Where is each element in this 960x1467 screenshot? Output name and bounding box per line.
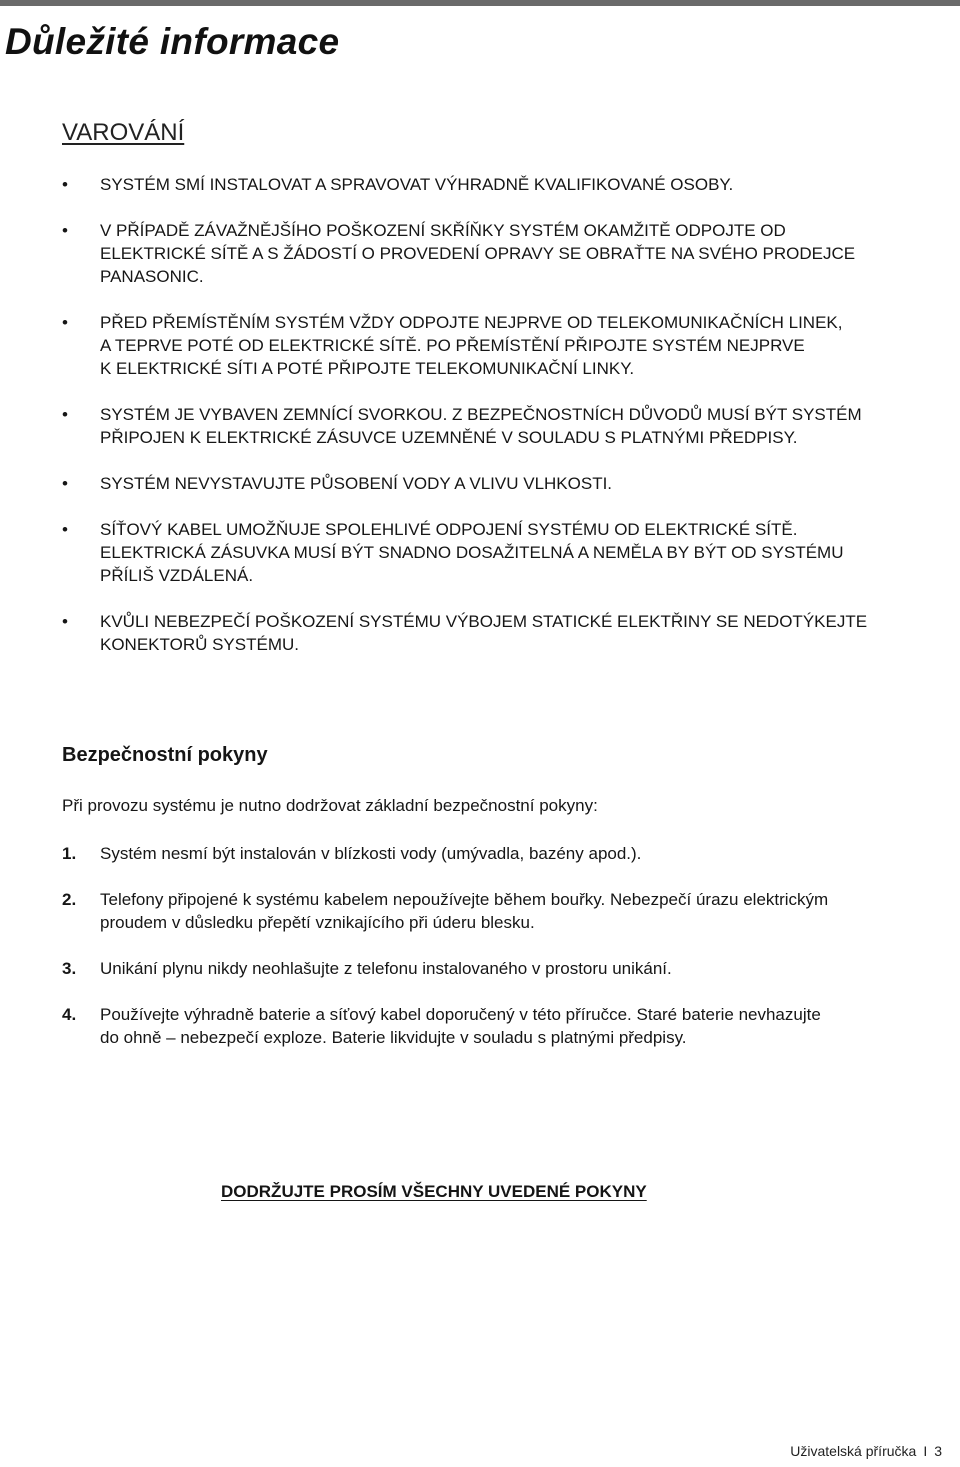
warning-item-line: SYSTÉM NEVYSTAVUJTE PŮSOBENÍ VODY A VLIVU VLHKOSTI. <box>100 474 613 493</box>
warning-item <box>62 518 942 587</box>
safety-item-number: 1. <box>62 844 77 863</box>
warning-heading: VAROVÁNÍ <box>62 119 185 146</box>
safety-item <box>62 888 942 934</box>
bullet-icon: • <box>62 313 68 332</box>
warning-item-line: KVŮLI NEBEZPEČÍ POŠKOZENÍ SYSTÉMU VÝBOJEM STATICKÉ ELEKTŘINY SE NEDOTÝKEJTE <box>100 612 868 631</box>
bullet-icon: • <box>62 612 68 631</box>
safety-item <box>62 842 942 865</box>
warning-item <box>62 311 942 380</box>
safety-item-line: Systém nesmí být instalován v blízkosti vody (umývadla, bazény apod.). <box>100 844 642 863</box>
bullet-icon: • <box>62 474 68 493</box>
page-title: Důležité informace <box>5 21 340 62</box>
safety-list <box>62 842 942 1072</box>
safety-item-line: Používejte výhradně baterie a síťový kabel doporučený v této příručce. Staré baterie nevhazujte <box>100 1005 821 1024</box>
page-footer <box>790 1443 942 1459</box>
footer-separator: I <box>923 1443 928 1459</box>
bullet-icon: • <box>62 405 68 424</box>
warning-item-line: KONEKTORŮ SYSTÉMU. <box>100 635 299 654</box>
warning-item-line: PŘIPOJEN K ELEKTRICKÉ ZÁSUVCE UZEMNĚNÉ V SOULADU S PLATNÝMI PŘEDPISY. <box>100 428 798 447</box>
warning-item-line: PANASONIC. <box>100 267 204 286</box>
top-rule <box>0 0 960 6</box>
warning-item <box>62 173 942 196</box>
warning-item <box>62 403 942 449</box>
warning-item-line: SYSTÉM JE VYBAVEN ZEMNÍCÍ SVORKOU. Z BEZPEČNOSTNÍCH DŮVODŮ MUSÍ BÝT SYSTÉM <box>100 405 862 424</box>
bullet-icon: • <box>62 520 68 539</box>
safety-heading: Bezpečnostní pokyny <box>62 744 268 766</box>
safety-item-number: 2. <box>62 890 77 909</box>
safety-item-number: 3. <box>62 959 77 978</box>
warning-item <box>62 472 942 495</box>
safety-item-line: Telefony připojené k systému kabelem nepoužívejte během bouřky. Nebezpečí úrazu elektrickým <box>100 890 829 909</box>
warning-item-line: SYSTÉM SMÍ INSTALOVAT A SPRAVOVAT VÝHRADNĚ KVALIFIKOVANÉ OSOBY. <box>100 175 734 194</box>
closing-notice: DODRŽUJTE PROSÍM VŠECHNY UVEDENÉ POKYNY <box>221 1182 647 1201</box>
warning-item-line: ELEKTRICKÁ ZÁSUVKA MUSÍ BÝT SNADNO DOSAŽITELNÁ A NEMĚLA BY BÝT OD SYSTÉMU <box>100 543 844 562</box>
warning-item-line: PŘÍLIŠ VZDÁLENÁ. <box>100 566 254 585</box>
warning-item <box>62 219 942 288</box>
warning-item-line: ELEKTRICKÉ SÍTĚ A S ŽÁDOSTÍ O PROVEDENÍ OPRAVY SE OBRAŤTE NA SVÉHO PRODEJCE <box>100 244 856 263</box>
safety-item-number: 4. <box>62 1005 77 1024</box>
warning-item <box>62 610 942 656</box>
safety-item-line: Unikání plynu nikdy neohlašujte z telefonu instalovaného v prostoru unikání. <box>100 959 672 978</box>
safety-item <box>62 1003 942 1049</box>
warning-item-line: V PŘÍPADĚ ZÁVAŽNĚJŠÍHO POŠKOZENÍ SKŘÍŇKY SYSTÉM OKAMŽITĚ ODPOJTE OD <box>100 221 786 240</box>
warning-item-line: A TEPRVE POTÉ OD ELEKTRICKÉ SÍTĚ. PO PŘEMÍSTĚNÍ PŘIPOJTE SYSTÉM NEJPRVE <box>100 336 805 355</box>
warning-item-line: K ELEKTRICKÉ SÍTI A POTÉ PŘIPOJTE TELEKOMUNIKAČNÍ LINKY. <box>100 359 635 378</box>
bullet-icon: • <box>62 175 68 194</box>
safety-item <box>62 957 942 980</box>
warning-item-line: PŘED PŘEMÍSTĚNÍM SYSTÉM VŽDY ODPOJTE NEJPRVE OD TELEKOMUNIKAČNÍCH LINEK, <box>100 313 843 332</box>
safety-item-line: proudem v důsledku přepětí vznikajícího při úderu blesku. <box>100 913 535 932</box>
warning-list <box>62 173 942 679</box>
warning-item-line: SÍŤOVÝ KABEL UMOŽŇUJE SPOLEHLIVÉ ODPOJENÍ SYSTÉMU OD ELEKTRICKÉ SÍTĚ. <box>100 520 798 539</box>
safety-intro: Při provozu systému je nutno dodržovat základní bezpečnostní pokyny: <box>62 796 598 815</box>
footer-page-number: 3 <box>934 1443 942 1459</box>
footer-manual-name: Uživatelská příručka <box>790 1443 917 1459</box>
bullet-icon: • <box>62 221 68 240</box>
safety-item-line: do ohně – nebezpečí exploze. Baterie likvidujte v souladu s platnými předpisy. <box>100 1028 687 1047</box>
